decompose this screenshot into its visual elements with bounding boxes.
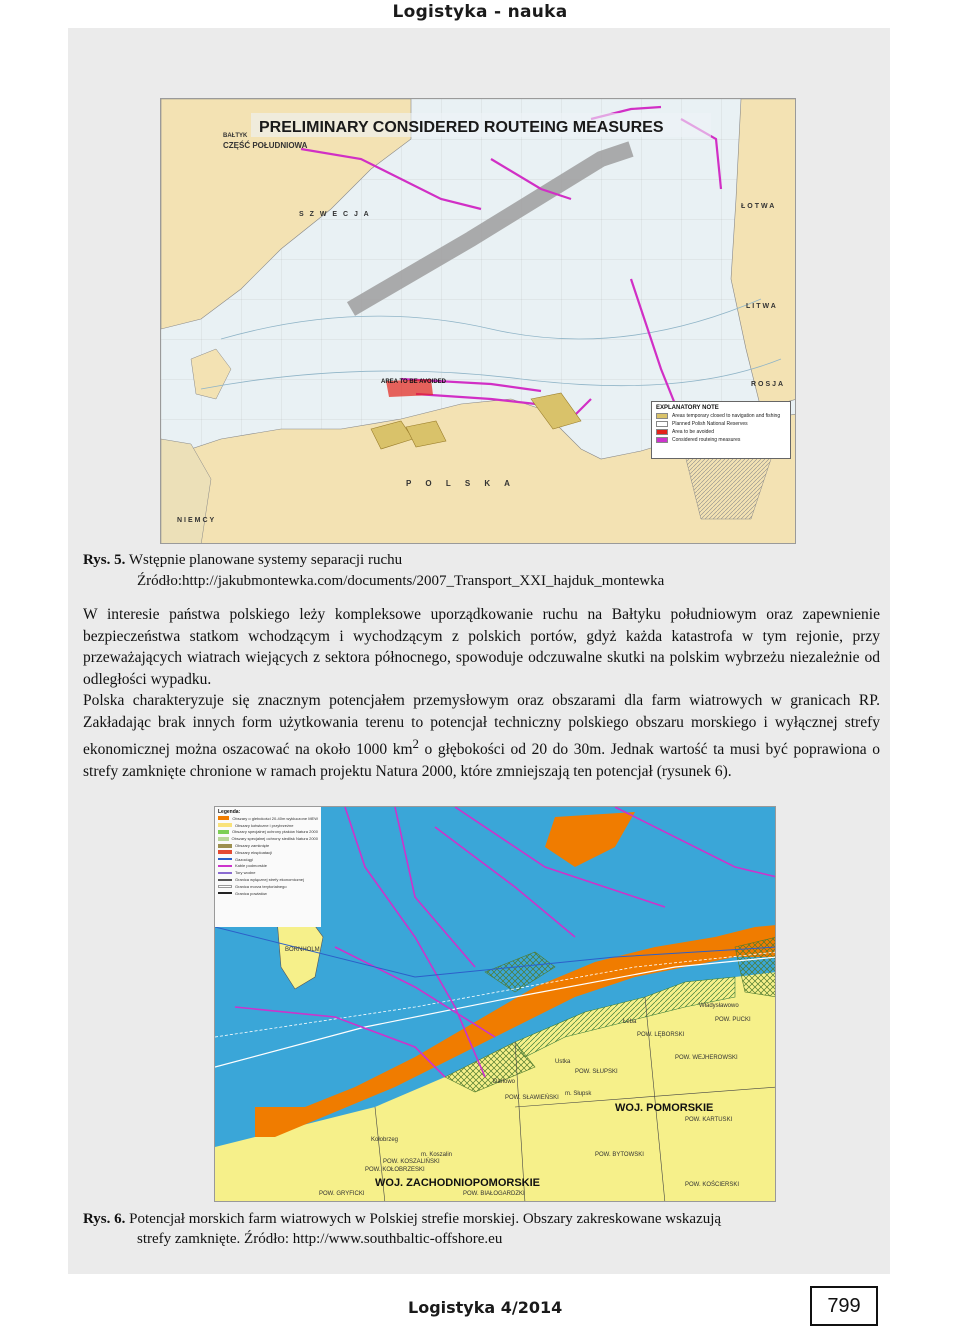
figure-5-source: Źródło:http://jakubmontewka.com/documents/2007_Transport_XXI_hajduk_montewka — [137, 573, 665, 589]
journal-footer: Logistyka 4/2014 — [408, 1298, 563, 1317]
legend-text: Considered routeing measures — [672, 437, 741, 443]
legend-text: Obszary kotwiczne i przybrzeżne — [235, 822, 294, 828]
explanatory-title: EXPLANATORY NOTE — [656, 405, 719, 411]
label-koszalin: m. Koszalin — [421, 1152, 453, 1158]
label-pow-bytowski: POW. BYTOWSKI — [595, 1152, 644, 1158]
label-wladyslawowo: Władysławowo — [699, 1003, 739, 1009]
legend-text: Gazociągi — [235, 856, 253, 862]
chart-title: PRELIMINARY CONSIDERED ROUTEING MEASURES — [259, 119, 664, 136]
figure-5-caption — [83, 550, 402, 570]
legend-title: Legenda: — [218, 809, 241, 815]
legend-swatch — [218, 830, 229, 834]
legend-swatch — [218, 858, 232, 860]
legend-item — [218, 856, 318, 863]
explanatory-note — [651, 401, 791, 459]
legend-swatch — [218, 879, 232, 881]
legend-swatch — [656, 429, 668, 435]
legend-text: Area to be avoided — [672, 429, 714, 435]
legend-item — [218, 883, 318, 890]
legend-text: Obszary eksploatacji — [235, 849, 272, 855]
label-litwa: LITWA — [746, 303, 778, 310]
label-slupsk: m. Słupsk — [565, 1091, 592, 1097]
figure-5-caption-label: Rys. 5. — [83, 552, 126, 568]
legend-item — [218, 863, 318, 870]
label-rosja: ROSJA — [751, 381, 786, 388]
legend-swatch — [218, 823, 232, 827]
label-kolobrzeg: Kołobrzeg — [371, 1137, 399, 1143]
legend-item — [218, 829, 318, 836]
legend-text: Areas temporary closed to navigation and fishing — [672, 413, 781, 419]
chart-region-line1: BAŁTYK — [223, 133, 248, 139]
paragraph-2-superscript: 2 — [412, 736, 419, 752]
legend-text: Obszary specjalnej ochrony siedlisk Natura 2000 — [231, 836, 318, 842]
legend-item — [218, 876, 318, 883]
paragraph-2-part1: Polska charakteryzuje się znacznym potencjałem przemysłowym oraz obszarami dla farm wiatrowych w granicach RP. Zakładając brak innych form użytkowania terenu to potencjał techniczny polskiego obszaru morskiego i wyłącznej strefy ekonomicznej można oszacować na około 1000 km — [83, 692, 880, 759]
legend-swatch — [218, 872, 232, 874]
legend-item — [218, 849, 318, 856]
legend-text: Granica powiatów — [235, 890, 267, 896]
legend-item — [218, 890, 318, 897]
explanatory-item — [656, 413, 786, 419]
label-pow-pucki: POW. PUCKI — [715, 1017, 751, 1023]
legend-swatch — [218, 892, 232, 894]
label-pow-koscierski: POW. KOŚCIERSKI — [685, 1182, 740, 1188]
label-lotwa: ŁOTWA — [741, 203, 777, 210]
legend-text: Tory wodne — [235, 870, 256, 876]
journal-header: Logistyka - nauka — [392, 2, 568, 22]
legend-text: Granica morza terytorialnego — [235, 883, 287, 889]
label-area-avoided: AREA TO BE AVOIDED — [381, 379, 447, 385]
explanatory-item — [656, 421, 786, 427]
legend-item — [218, 815, 318, 822]
legend-swatch — [218, 837, 229, 841]
label-polska: P O L S K A — [406, 479, 516, 488]
legend-item — [218, 822, 318, 829]
legend-text: Obszary zamknięte — [235, 843, 270, 849]
legend-text: Kable podmorskie — [235, 863, 268, 869]
label-woj-zachodniopomorskie: WOJ. ZACHODNIOPOMORSKIE — [375, 1177, 541, 1189]
label-niemcy: NIEMCY — [177, 517, 217, 524]
label-woj-pomorskie: WOJ. POMORSKIE — [615, 1102, 714, 1114]
figure-5-chart — [160, 98, 796, 544]
label-ustka: Ustka — [555, 1059, 571, 1065]
explanatory-item — [656, 437, 786, 443]
label-pow-bialogardzki: POW. BIAŁOGARDZKI — [463, 1191, 525, 1197]
legend-swatch — [656, 437, 668, 443]
legend-item — [218, 869, 318, 876]
legend-swatch — [656, 413, 668, 419]
figure-6-caption-text: Potencjał morskich farm wiatrowych w Polskiej strefie morskiej. Obszary zakreskowane wskazują — [129, 1211, 722, 1227]
legend-swatch — [656, 421, 668, 427]
paragraph-2 — [83, 690, 880, 783]
label-darlowo: Darłowo — [493, 1079, 516, 1085]
figure-6-caption-label: Rys. 6. — [83, 1211, 126, 1227]
figure-6-legend — [215, 807, 321, 927]
explanatory-item — [656, 429, 786, 435]
legend-text: Obszary specjalnej ochrony ptaków Natura 2000 — [231, 829, 318, 835]
nautical-chart-drawing — [161, 99, 796, 544]
figure-6-caption-line2: strefy zamknięte. Źródło: http://www.southbaltic-offshore.eu — [137, 1231, 503, 1247]
legend-item — [218, 842, 318, 849]
label-pow-leborski: POW. LĘBORSKI — [637, 1032, 685, 1038]
legend-item — [218, 835, 318, 842]
label-pow-kartuski: POW. KARTUSKI — [685, 1117, 733, 1123]
label-pow-slawienski: POW. SŁAWIEŃSKI — [505, 1095, 559, 1101]
label-szwecja: S Z W E C J A — [299, 211, 371, 218]
legend-swatch — [218, 844, 232, 848]
legend-swatch — [218, 816, 229, 820]
label-pow-wejherowski: POW. WEJHEROWSKI — [675, 1055, 738, 1061]
figure-6-caption — [83, 1209, 873, 1229]
paragraph-1: W interesie państwa polskiego leży kompleksowe uporządkowanie ruchu na Bałtyku południowym oraz zapewnienie bezpieczeństwa statkom wchodzącym i wychodzącym z polskich portów, gdyż każda katastrofa w tym rejonie, przy przeważających wiatrach wiejących z sektora północnego, spowoduje odczuwalne skutki na polskim wybrzeżu niezależnie od odległości wypadku. — [83, 606, 880, 689]
figure-5-caption-text: Wstępnie planowane systemy separacji ruchu — [128, 552, 403, 568]
label-pow-gryficki: POW. GRYFICKI — [319, 1191, 365, 1197]
label-pow-koszalinski: POW. KOSZALIŃSKI — [383, 1159, 440, 1165]
label-pow-slupski: POW. SŁUPSKI — [575, 1069, 618, 1075]
legend-text: Planned Polish National Reserves — [672, 421, 748, 427]
paragraph-2-part2: o głębokości od 20 do 30m. Jednak wartość ta musi być poprawiona o strefy zamknięte chronione w ramach projektu Natura 2000, które zmniejszają ten potencjał (rysunek 6). — [83, 741, 880, 781]
figure-6-map — [214, 806, 776, 1202]
label-pow-kolobrzeski: POW. KOŁOBRZESKI — [365, 1167, 425, 1173]
legend-swatch — [218, 850, 232, 854]
legend-text: Granica wyłącznej strefy ekonomicznej — [235, 877, 304, 883]
page-number: 799 — [810, 1286, 878, 1326]
legend-swatch — [218, 885, 232, 888]
legend-text: Obszary o glebokości 20-40m wykluczone MEW — [232, 815, 318, 821]
chart-region-line2: CZĘŚĆ POŁUDNIOWA — [223, 141, 308, 150]
label-bornholm: BORNHOLM — [285, 947, 320, 953]
label-leba: Łeba — [623, 1019, 637, 1025]
legend-swatch — [218, 865, 232, 867]
